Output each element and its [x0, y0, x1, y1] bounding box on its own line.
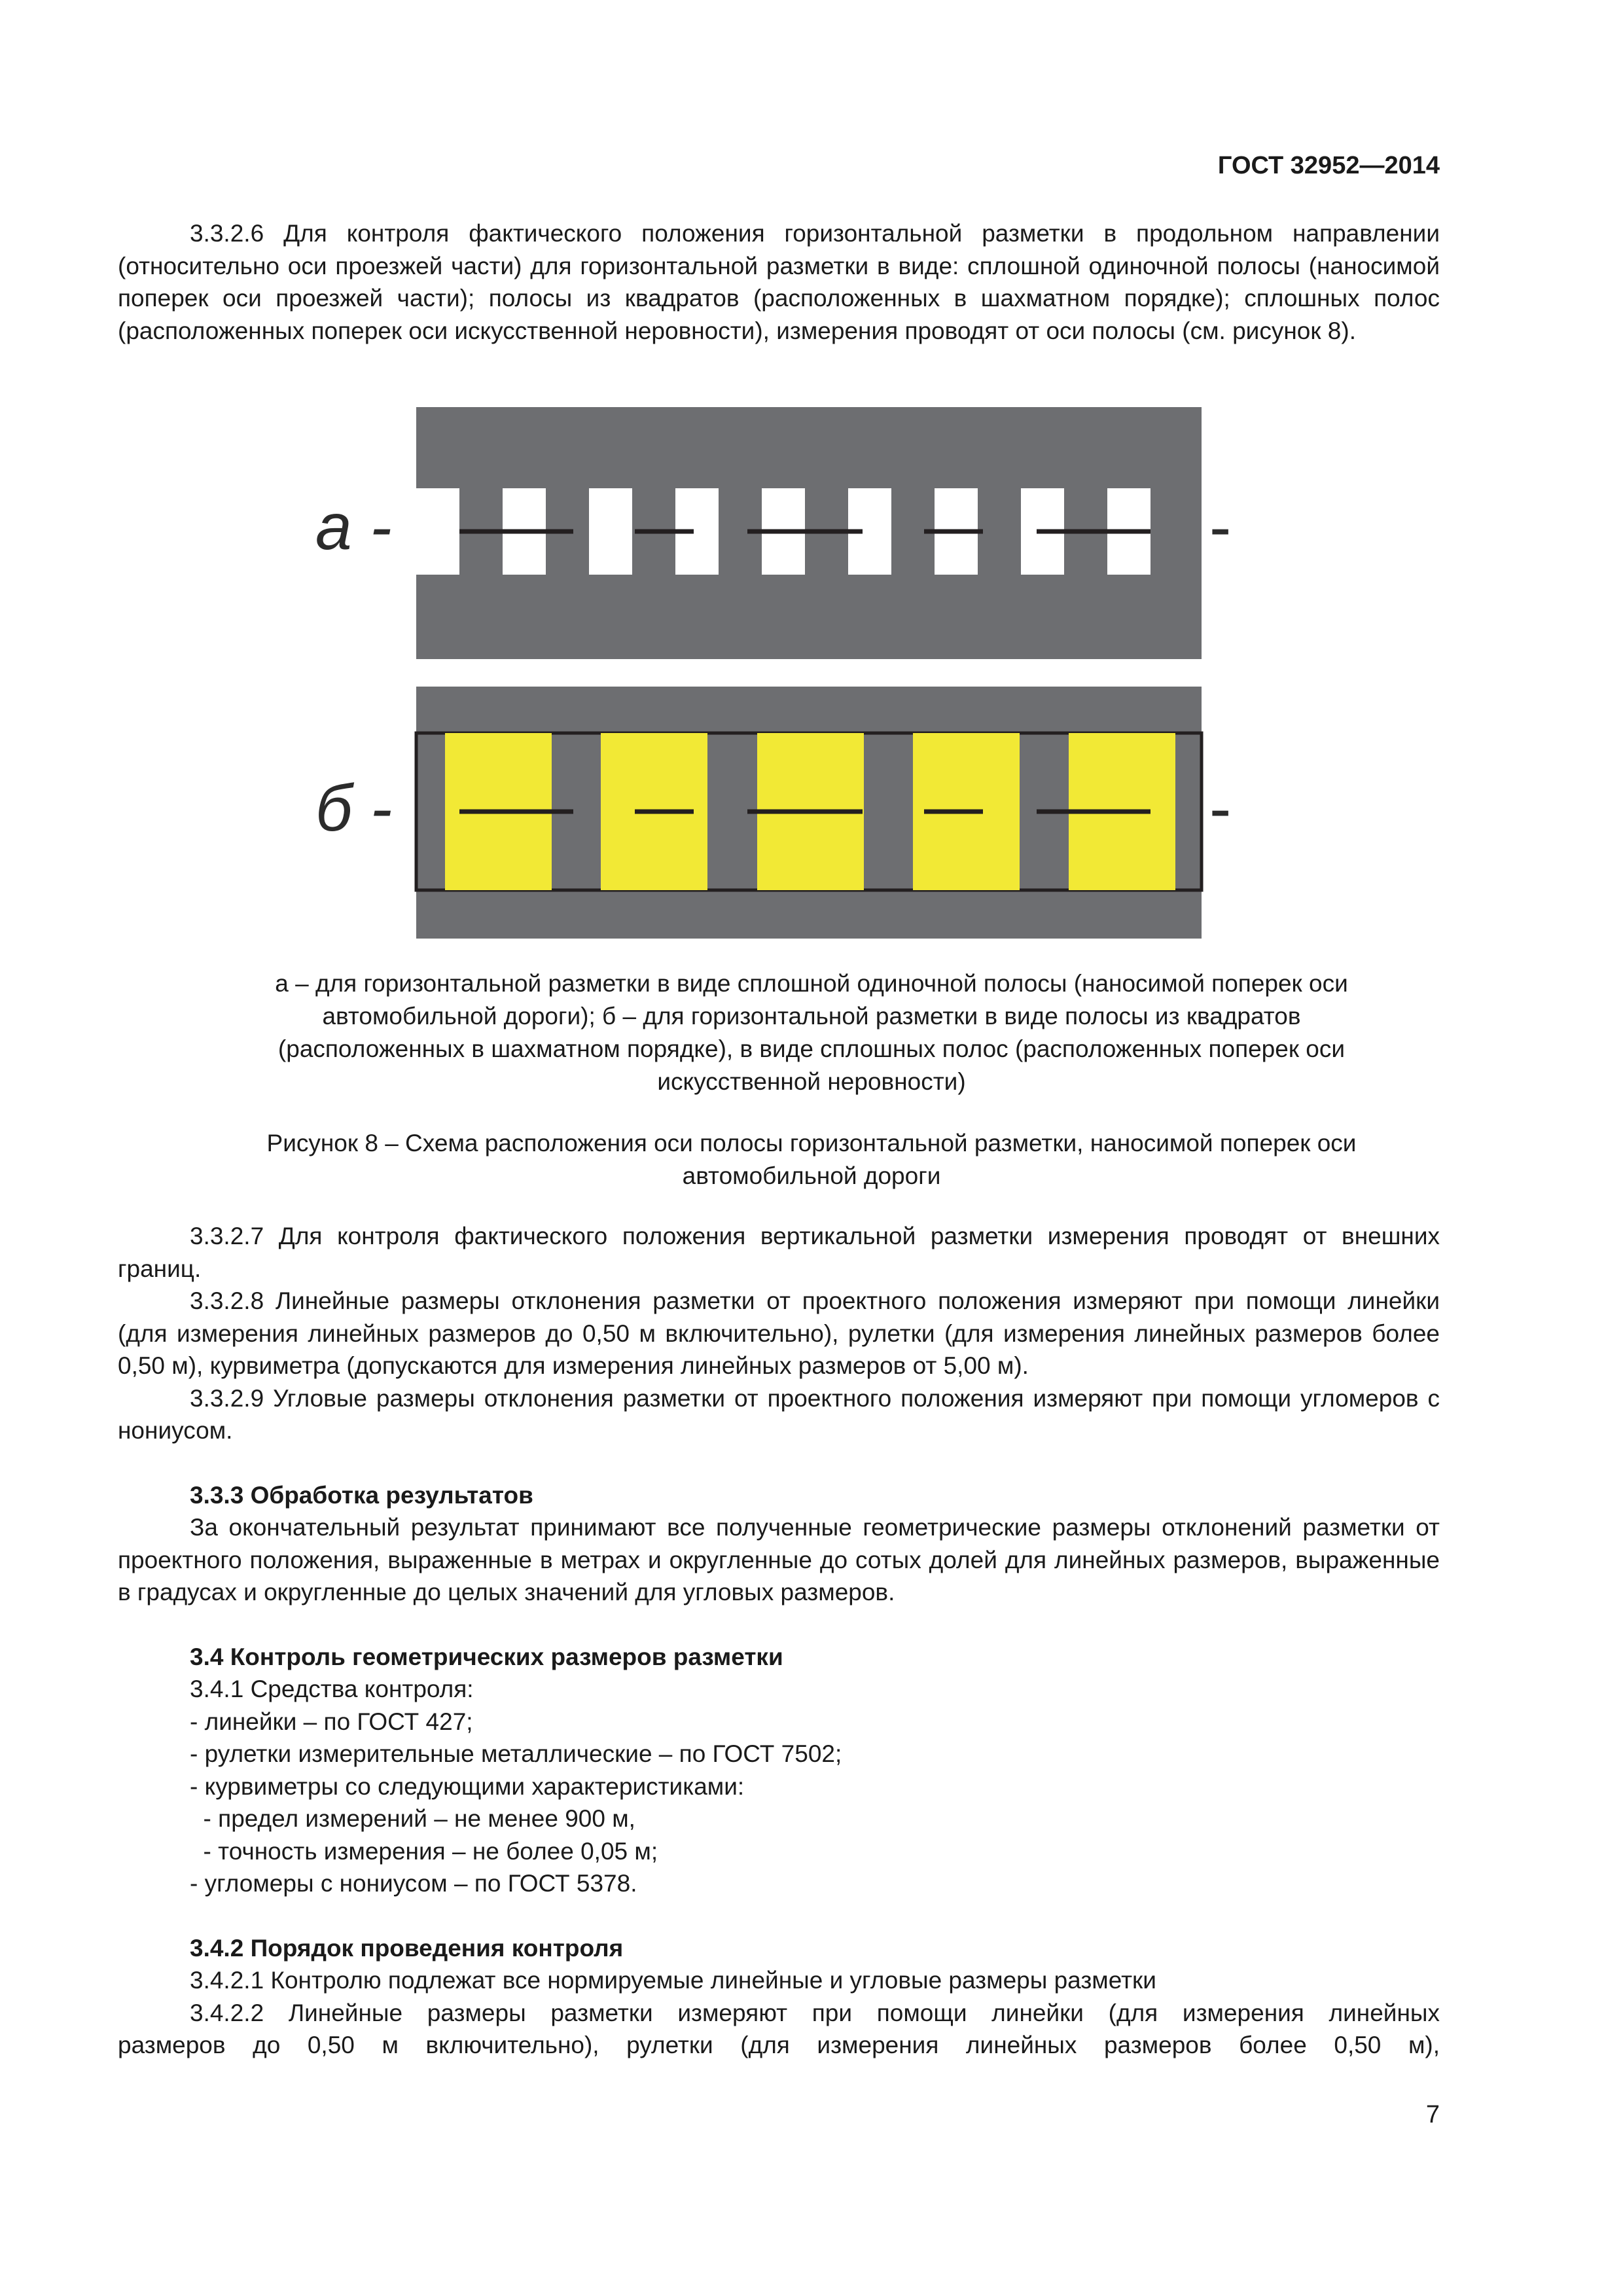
checker-square	[675, 488, 719, 531]
checker-square	[675, 531, 719, 575]
paragraph-3-3-2-8: 3.3.2.8 Линейные размеры отклонения разметки от проектного положения измеряют при помощи линейки (для измерения линейных размеров до 0,50 м включительно), рулетки (для измерения линейных размеров более 0,50 м), курвиметра (допускаются для измерения линейных размеров от 5,00 м).	[118, 1287, 1440, 1379]
figure-label-b-right-dash: -	[1209, 772, 1232, 845]
checker-square	[935, 488, 978, 531]
figure-title-line: автомобильной дороги	[682, 1162, 941, 1189]
checker-square	[416, 488, 459, 531]
figure-8	[412, 403, 1224, 943]
checker-square	[1021, 531, 1064, 575]
list-item: - точность измерения – не более 0,05 м;	[190, 1837, 658, 1865]
legend-line: (расположенных в шахматном порядке), в виде сплошных полос (расположенных поперек оси	[277, 1035, 1346, 1062]
figure-label-a-right-dash: -	[1209, 490, 1232, 564]
checker-square	[935, 531, 978, 575]
spacer	[118, 1447, 1440, 1479]
checker-square	[848, 531, 891, 575]
figure-title	[118, 1127, 1505, 1193]
paragraph-3-3-2-7: 3.3.2.7 Для контроля фактического положения вертикальной разметки измерения проводят от внешних границ.	[118, 1223, 1440, 1282]
checker-square	[589, 531, 632, 575]
paragraph-block-top	[118, 217, 1440, 347]
list-item: - угломеры с нониусом – по ГОСТ 5378.	[190, 1870, 637, 1897]
checker-square	[503, 531, 546, 575]
section-3-3-3-text: За окончательный результат принимают все полученные геометрические размеры отклонений разметки от проектного положения, выраженные в метрах и округленные до сотых долей для линейных размеров, выраженные в градусах и округленные до целых значений для угловых размеров.	[118, 1514, 1440, 1605]
checker-square	[1107, 488, 1150, 531]
list-item: - линейки – по ГОСТ 427;	[190, 1708, 473, 1735]
checker-square	[1021, 488, 1064, 531]
figure-label-b: б -	[315, 772, 393, 845]
figure-label-a: а -	[315, 490, 392, 564]
checker-square	[589, 488, 632, 531]
checker-square	[503, 488, 546, 531]
legend-line: искусственной неровности)	[657, 1068, 966, 1095]
list-item: - рулетки измерительные металлические – по ГОСТ 7502;	[190, 1740, 842, 1767]
spacer	[118, 1900, 1440, 1932]
figure-legend	[118, 967, 1505, 1098]
section-3-4-2-title: 3.4.2 Порядок проведения контроля	[190, 1934, 624, 1962]
figure-8-diagram	[412, 403, 1224, 940]
spacer	[118, 1609, 1440, 1641]
checker-square	[848, 488, 891, 531]
legend-line: а – для горизонтальной разметки в виде сплошной одиночной полосы (наносимой поперек оси	[275, 970, 1348, 997]
section-3-4-title: 3.4 Контроль геометрических размеров разметки	[190, 1643, 783, 1670]
checker-square	[1107, 531, 1150, 575]
checker-square	[416, 531, 459, 575]
section-3-3-3-title: 3.3.3 Обработка результатов	[190, 1481, 533, 1509]
paragraph-3-3-2-6: 3.3.2.6 Для контроля фактического положения горизонтальной разметки в продольном направлении (относительно оси проезжей части) для горизонтальной разметки в виде: сплошной одиночной полосы (наносимой поперек оси проезжей части); полосы из квадратов (расположенных в шахматном порядке); сплошных полос (расположенных поперек оси искусственной неровности), измерения проводят от оси полосы (см. рисунок 8).	[118, 220, 1440, 344]
figure-title-line: Рисунок 8 – Схема расположения оси полосы горизонтальной разметки, наносимой поперек оси	[266, 1130, 1357, 1157]
main-text-body	[118, 1220, 1440, 2062]
section-3-4-2-1: 3.4.2.1 Контролю подлежат все нормируемые линейные и угловые размеры разметки	[190, 1967, 1156, 1994]
legend-line: автомобильной дороги); б – для горизонтальной разметки в виде полосы из квадратов	[322, 1003, 1301, 1030]
paragraph-3-3-2-9: 3.3.2.9 Угловые размеры отклонения разметки от проектного положения измеряют при помощи угломеров с нониусом.	[118, 1384, 1440, 1444]
checker-square	[762, 488, 805, 531]
section-3-4-2-2-line-1: 3.4.2.2 Линейные размеры разметки измеряют при помощи линейки (для измерения линейных	[190, 1999, 1440, 2026]
page-number: 7	[1425, 2101, 1440, 2128]
document-id: ГОСТ 32952—2014	[1217, 152, 1440, 179]
section-3-4-2-2-line-2: размеров до 0,50 м включительно), рулетки (для измерения линейных размеров более 0,50 м),	[118, 2032, 1440, 2058]
list-item: - курвиметры со следующими характеристиками:	[190, 1772, 745, 1800]
checker-square	[762, 531, 805, 575]
section-3-4-1: 3.4.1 Средства контроля:	[190, 1676, 474, 1702]
list-item: - предел измерений – не менее 900 м,	[190, 1805, 635, 1832]
